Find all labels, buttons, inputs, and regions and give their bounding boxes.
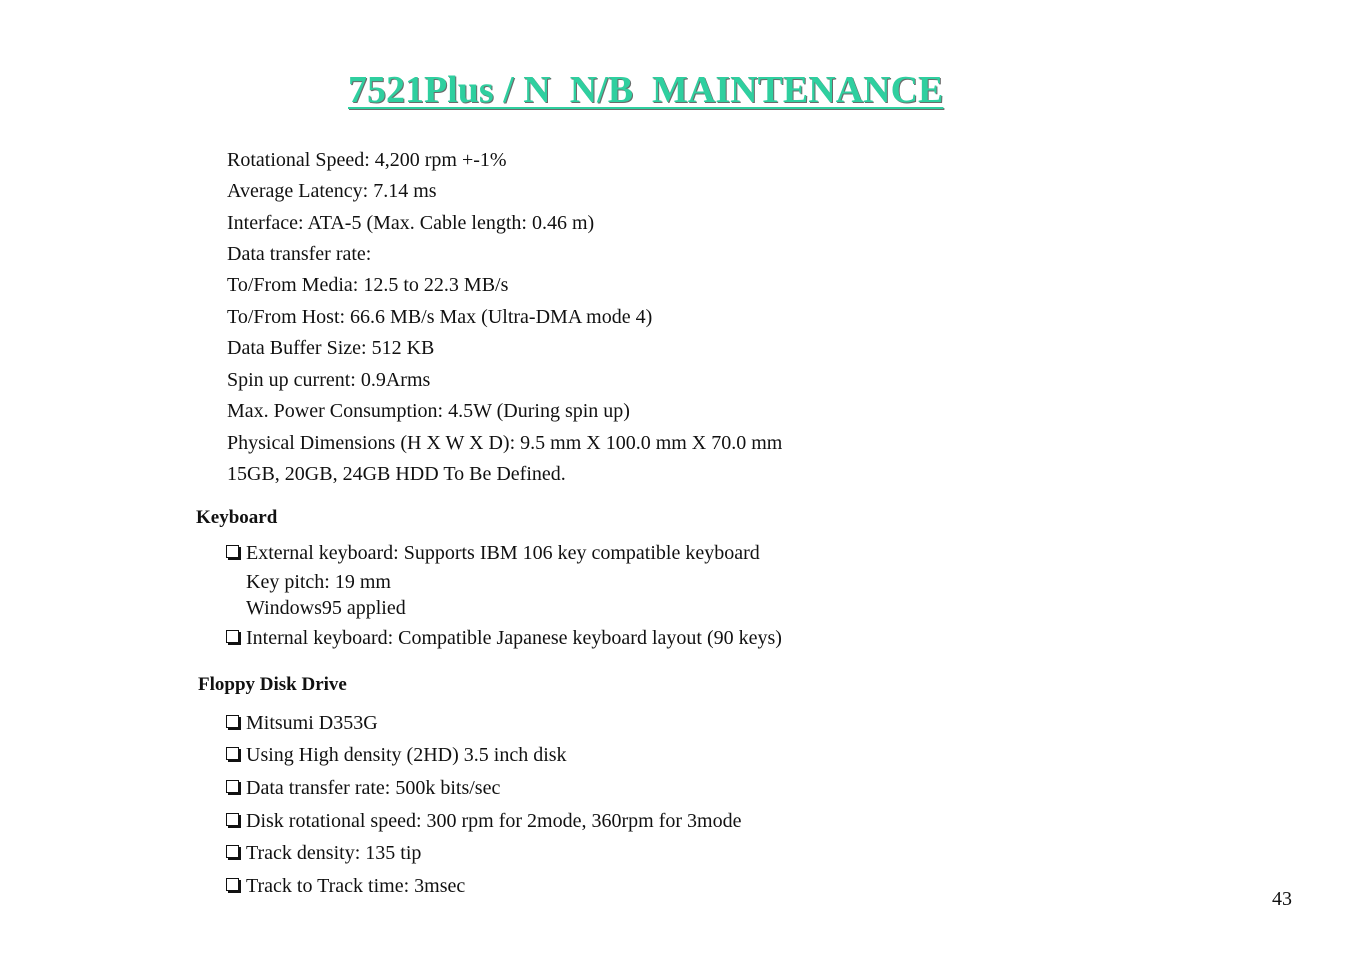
floppy-item — [226, 712, 378, 735]
keyboard-windows: Windows95 applied — [246, 597, 406, 619]
spec-to-from-host: To/From Host: 66.6 MB/s Max (Ultra-DMA mode 4) — [227, 306, 653, 328]
spec-data-transfer-rate: Data transfer rate: — [227, 243, 372, 265]
checkbox-bullet-icon — [226, 780, 239, 793]
page-title: 7521Plus / N N/B MAINTENANCE — [348, 69, 944, 111]
floppy-item-text: Using High density (2HD) 3.5 inch disk — [246, 744, 567, 766]
floppy-item — [226, 810, 741, 833]
keyboard-internal-item — [226, 627, 782, 650]
spec-physical-dimensions: Physical Dimensions (H X W X D): 9.5 mm X 100.0 mm X 70.0 mm — [227, 432, 783, 454]
floppy-item — [226, 875, 465, 898]
keyboard-heading: Keyboard — [196, 507, 278, 528]
page-number: 43 — [1272, 888, 1292, 910]
floppy-item — [226, 744, 567, 767]
spec-max-power: Max. Power Consumption: 4.5W (During spin up) — [227, 400, 630, 422]
spec-interface: Interface: ATA-5 (Max. Cable length: 0.46 m) — [227, 212, 595, 234]
floppy-heading: Floppy Disk Drive — [198, 674, 347, 695]
floppy-item-text: Disk rotational speed: 300 rpm for 2mode, 360rpm for 3mode — [246, 810, 742, 832]
keyboard-key-pitch: Key pitch: 19 mm — [246, 571, 391, 593]
checkbox-bullet-icon — [226, 845, 239, 858]
keyboard-external-text: External keyboard: Supports IBM 106 key compatible keyboard — [246, 542, 760, 564]
checkbox-bullet-icon — [226, 747, 239, 760]
checkbox-bullet-icon — [226, 630, 239, 643]
floppy-item-text: Data transfer rate: 500k bits/sec — [246, 777, 501, 799]
floppy-item — [226, 777, 500, 800]
checkbox-bullet-icon — [226, 813, 239, 826]
spec-to-from-media: To/From Media: 12.5 to 22.3 MB/s — [227, 274, 509, 296]
checkbox-bullet-icon — [226, 878, 239, 891]
spec-data-buffer-size: Data Buffer Size: 512 KB — [227, 337, 435, 359]
keyboard-external-item — [226, 542, 760, 565]
spec-rotational-speed: Rotational Speed: 4,200 rpm +-1% — [227, 149, 507, 171]
spec-average-latency: Average Latency: 7.14 ms — [227, 180, 437, 202]
spec-hdd-capacities: 15GB, 20GB, 24GB HDD To Be Defined. — [227, 463, 566, 485]
floppy-item-text: Track to Track time: 3msec — [246, 875, 466, 897]
checkbox-bullet-icon — [226, 545, 239, 558]
floppy-item-text: Mitsumi D353G — [246, 712, 378, 734]
checkbox-bullet-icon — [226, 715, 239, 728]
spec-spin-up-current: Spin up current: 0.9Arms — [227, 369, 431, 391]
floppy-item — [226, 842, 421, 865]
floppy-item-text: Track density: 135 tip — [246, 842, 422, 864]
keyboard-internal-text: Internal keyboard: Compatible Japanese keyboard layout (90 keys) — [246, 627, 782, 649]
